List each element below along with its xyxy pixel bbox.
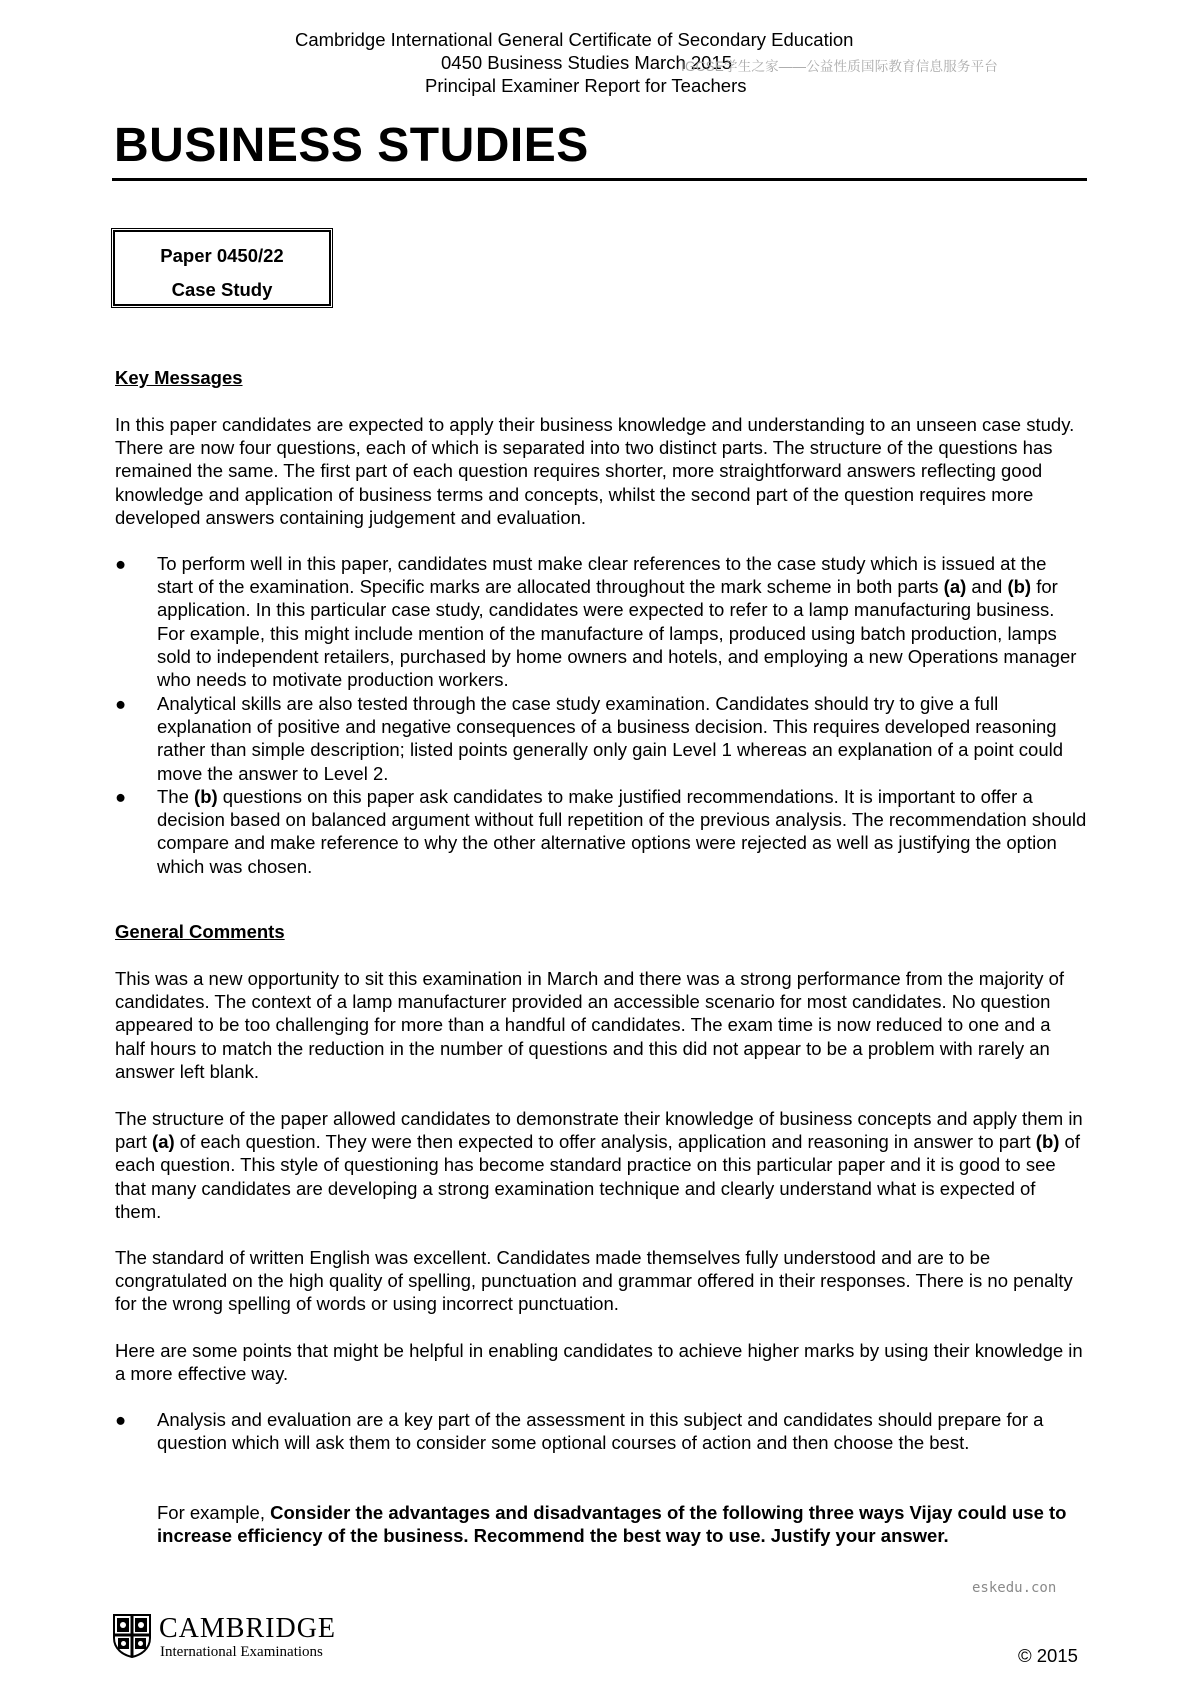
logo-name: CAMBRIDGE (159, 1613, 337, 1644)
example-question: For example, Consider the advantages and disadvantages of the following three ways Vijay could use to increase efficiency of the business. Recommend the best way to use. Justify your answer. (157, 1502, 1067, 1547)
bullet-marker: ● (115, 693, 127, 714)
general-comments-p2: The structure of the paper allowed candidates to demonstrate their knowledge of business concepts and apply them in part (a) of each question. They were then expected to offer analysis, application and reasoning in answer to part (b) of each question. This style of questioning has become standard practice on this particular paper and it is good to see that many candidates are developing a strong examination technique and clearly understand what is expected of them. (115, 1108, 1083, 1222)
header-line-3: Principal Examiner Report for Teachers (425, 75, 747, 96)
header-line-2: 0450 Business Studies March 2015 (441, 52, 733, 73)
general-comments-heading: General Comments (115, 921, 285, 942)
title-divider (112, 178, 1087, 181)
general-bullet-1-text: Analysis and evaluation are a key part of the assessment in this subject and candidates should prepare for a question which will ask them to consider some optional courses of action and then choose the best. (157, 1409, 1044, 1454)
key-bullet-2-text: Analytical skills are also tested through the case study examination. Candidates should try to give a full explanation of positive and negative consequences of a business decision. This requires developed reasoning rather than simple description; listed points generally only gain Level 1 whereas an explanation of a point could move the answer to Level 2. (157, 693, 1064, 784)
cambridge-logo (113, 1614, 353, 1662)
paper-name: Case Study (171, 279, 273, 300)
logo-subtitle: International Examinations (160, 1644, 323, 1660)
page-title: BUSINESS STUDIES (114, 119, 589, 172)
paper-number: Paper 0450/22 (160, 245, 284, 266)
bullet-marker: ● (115, 786, 127, 807)
general-comments-p3: The standard of written English was excellent. Candidates made themselves fully understood and are to be congratulated on the high quality of spelling, punctuation and grammar offered in their responses. There is no penalty for the wrong spelling of words or using incorrect punctuation. (115, 1247, 1073, 1315)
watermark-text: IGCSE学生之家——公益性质国际教育信息服务平台 (681, 59, 999, 74)
bullet-marker: ● (115, 1409, 127, 1430)
key-messages-heading: Key Messages (115, 367, 243, 388)
key-bullet-3-text: The (b) questions on this paper ask candidates to make justified recommendations. It is important to offer a decision based on balanced argument without full repetition of the previous analysis. The recommendation should compare and make reference to why the other alternative options were rejected as well as justifying the option which was chosen. (157, 786, 1087, 877)
copyright: © 2015 (1018, 1645, 1078, 1666)
key-messages-intro: In this paper candidates are expected to apply their business knowledge and understanding to an unseen case study. There are now four questions, each of which is separated into two distinct parts. The structure of the questions has remained the same. The first part of each question requires shorter, more straightforward answers reflecting good knowledge and application of business terms and concepts, whilst the second part of the question requires more developed answers containing judgement and evaluation. (115, 414, 1075, 528)
key-bullet-1-text: To perform well in this paper, candidates must make clear references to the case study which is issued at the start of the examination. Specific marks are allocated throughout the mark scheme in both parts (a) and (b) for application. In this particular case study, candidates were expected to refer to a lamp manufacturing business. For example, this might include mention of the manufacture of lamps, produced using batch production, lamps sold to independent retailers, purchased by home owners and hotels, and employing a new Operations manager who needs to motivate production workers. (157, 553, 1077, 691)
paper-info-box (111, 228, 333, 308)
header-line-1: Cambridge International General Certificate of Secondary Education (295, 29, 854, 50)
watermark-site: eskedu.con (972, 1580, 1057, 1596)
crest-icon (113, 1614, 151, 1658)
general-comments-p1: This was a new opportunity to sit this examination in March and there was a strong performance from the majority of candidates. The context of a lamp manufacturer provided an accessible scenario for most candidates. No question appeared to be too challenging for more than a handful of candidates. The exam time is now reduced to one and a half hours to match the reduction in the number of questions and this did not appear to be a problem with rarely an answer left blank. (115, 968, 1065, 1082)
general-comments-p4: Here are some points that might be helpful in enabling candidates to achieve higher marks by using their knowledge in a more effective way. (115, 1340, 1083, 1385)
bullet-marker: ● (115, 553, 127, 574)
